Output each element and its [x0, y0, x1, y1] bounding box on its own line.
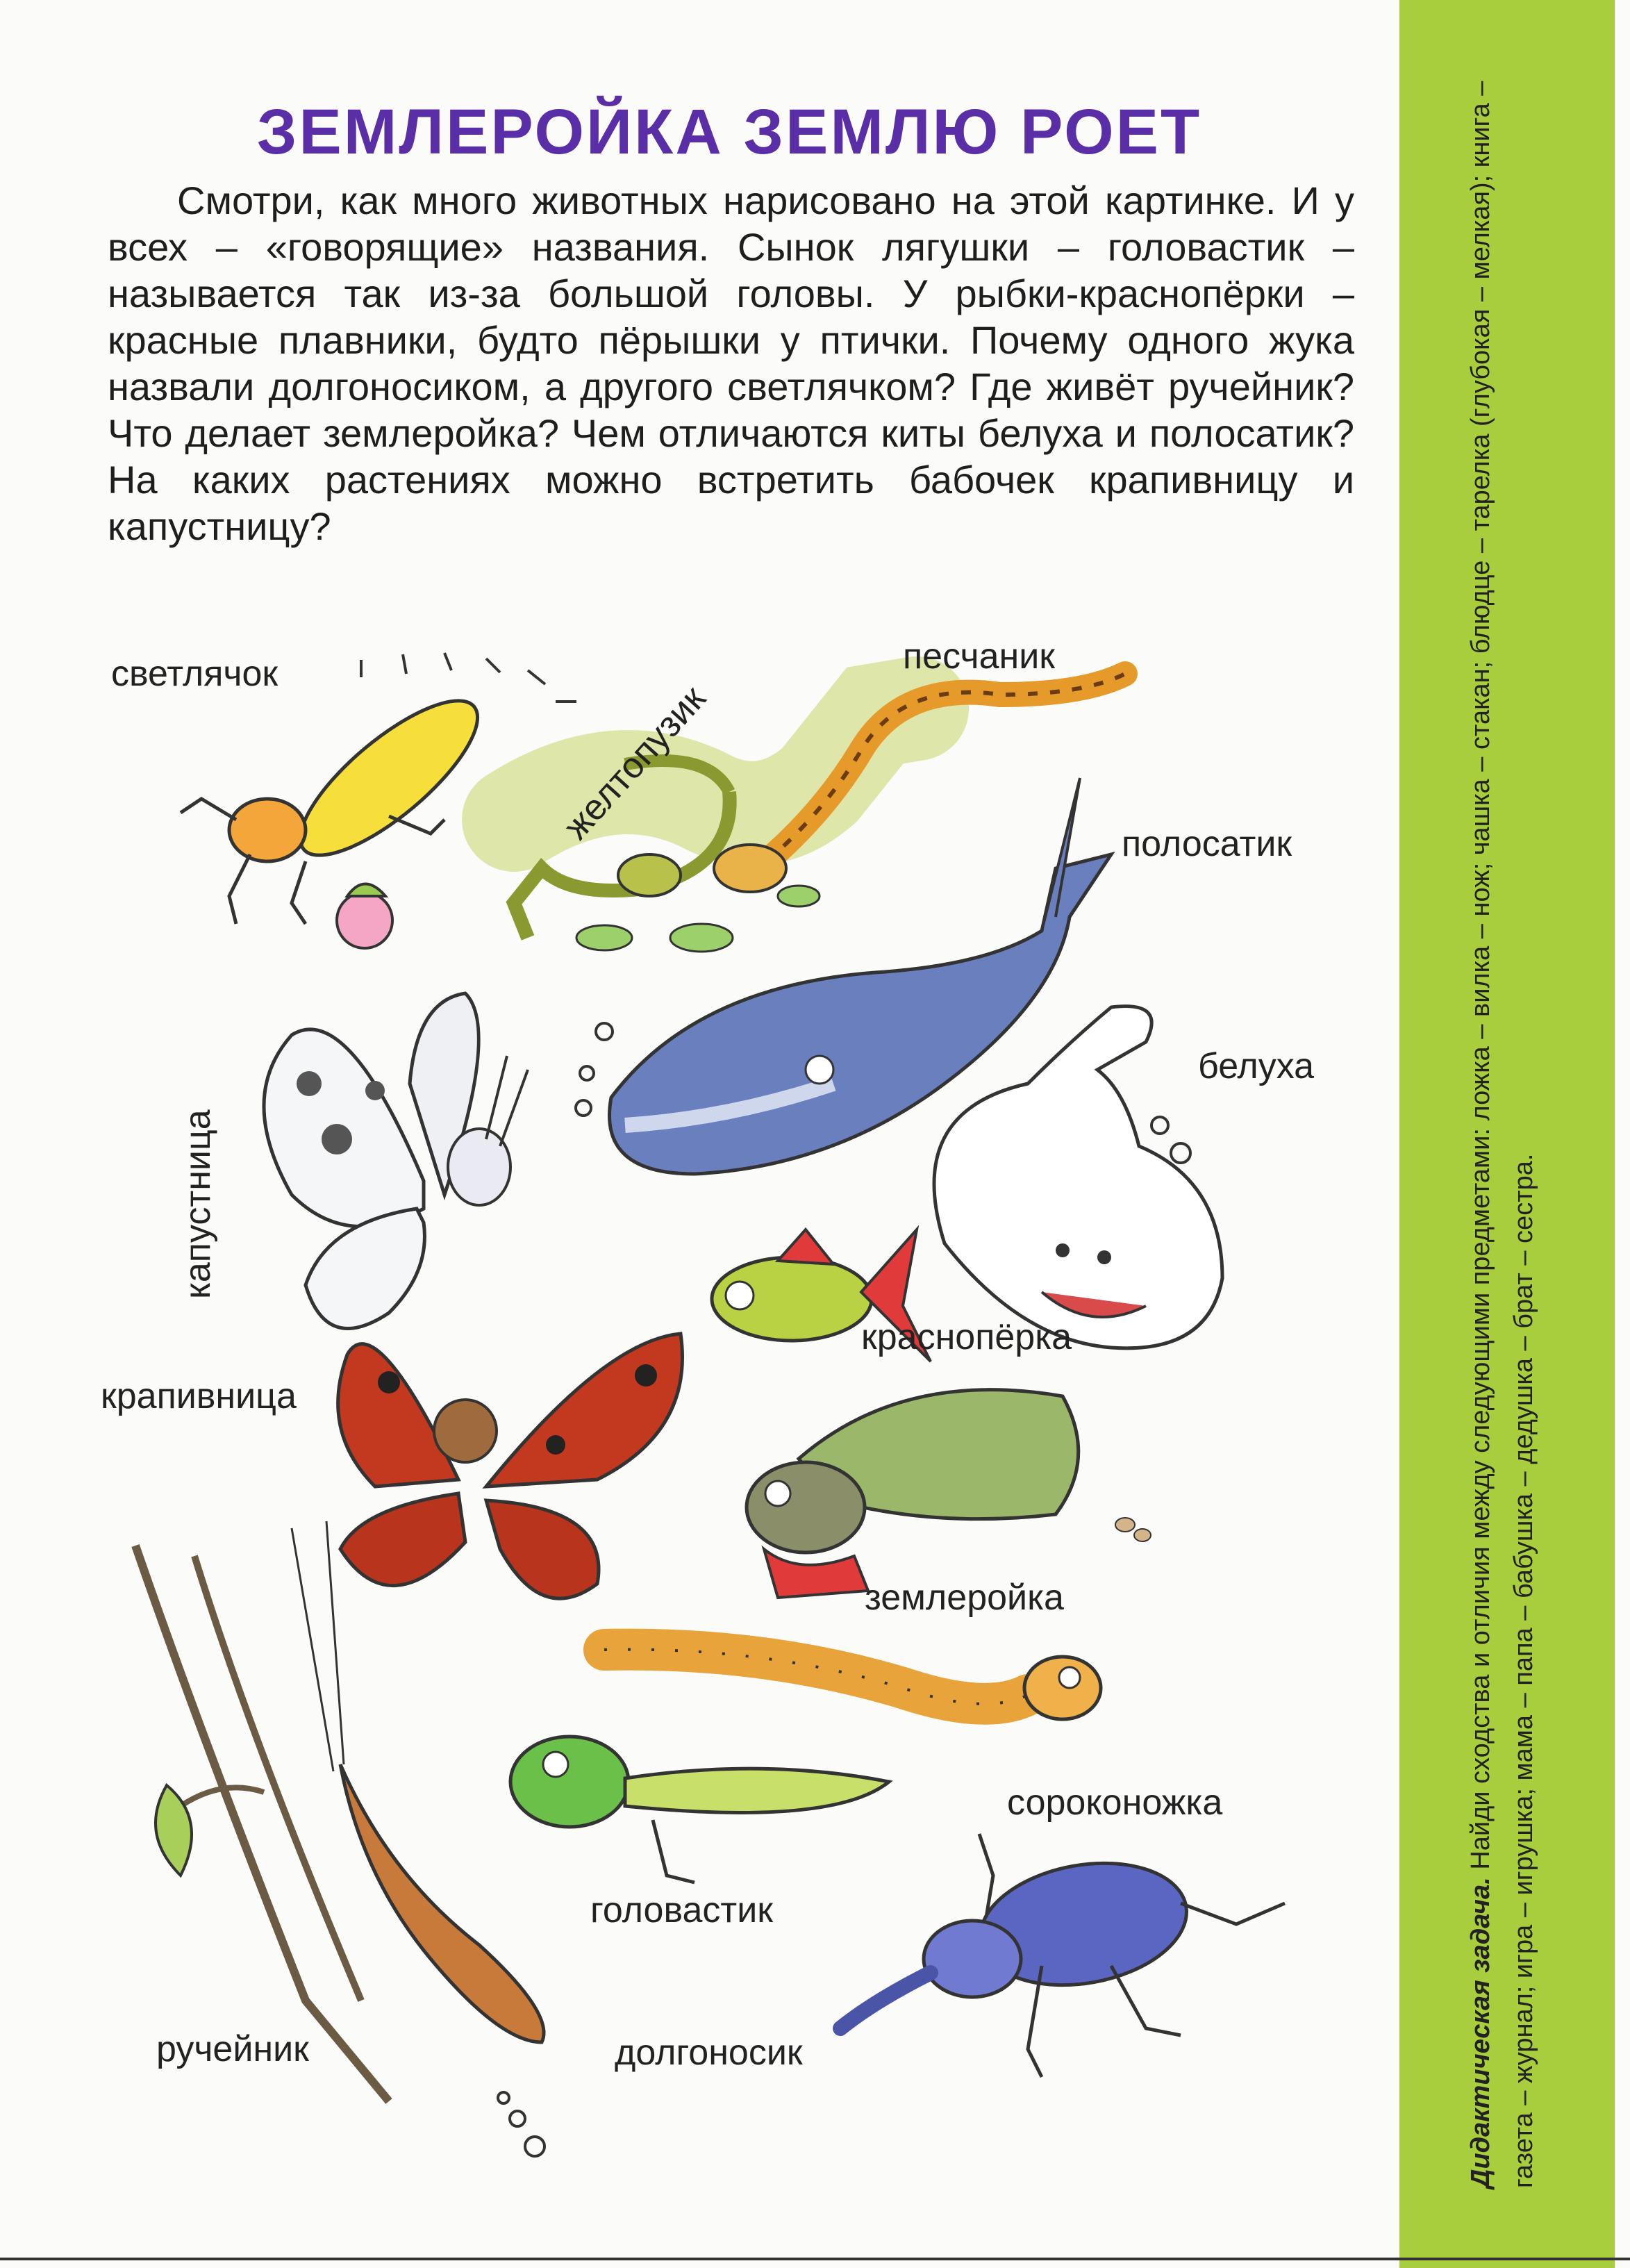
label-sand-snake: песчаник: [903, 636, 1056, 677]
cabbage-butterfly-illustration: [264, 993, 528, 1329]
label-cabbage-butterfly: капустница: [178, 1109, 218, 1299]
page-title: ЗЕМЛЕРОЙКА ЗЕМЛЮ РОЕТ: [256, 97, 1202, 167]
label-caddisfly: ручейник: [156, 2029, 309, 2069]
mole-cricket-illustration: [747, 1390, 1151, 1598]
tadpole-illustration: [510, 1737, 889, 1882]
label-fin-whale: полосатик: [1122, 824, 1292, 864]
label-firefly: светлячок: [111, 654, 278, 694]
weevil-illustration: [840, 1834, 1285, 2077]
caddisfly-illustration: [135, 1521, 544, 2101]
label-beluga: белуха: [1198, 1046, 1315, 1086]
label-tadpole: головастик: [590, 1890, 774, 1930]
intro-paragraph: Смотри, как много животных нарисовано на этой картинке. И у всех – «говорящие» названия. Сынок лягушки – головастик – называется так из-за большой головы. У рыбки-краснопёрки – красные плавники, будто пёрышки у птички. Почему одного жука назвали долгоносиком, а другого светлячком? Где живёт ручейник? Что делает землеройка? Чем отличаются киты белуха и полосатик? На каких растениях можно встретить бабочек крапивницу и капустницу?: [108, 179, 1354, 548]
label-nettle-butterfly: крапивница: [101, 1376, 297, 1416]
label-rudd: краснопёрка: [861, 1317, 1072, 1357]
label-centipede: сороконожка: [1007, 1782, 1223, 1823]
centipede-illustration: [604, 1650, 1101, 1719]
label-yellow-belly: желтопузик: [556, 678, 714, 847]
didactic-task-text: Найди сходства и отличия между следующими предметами: ложка – вилка – нож; чашка – стакан; блюдце – тарелка (глубокая – мелкая); книга – газета – журнал; игра – игрушка; мама – папа – бабушка – дедушка – брат – сестра.: [1466, 81, 1538, 2188]
label-mole-cricket: землеройка: [865, 1578, 1064, 1618]
didactic-task-title: Дидактическая задача.: [1466, 1877, 1495, 2188]
page-bottom-edge: [0, 2258, 1630, 2260]
didactic-task: [1459, 63, 1545, 2188]
label-weevil: долгоносик: [615, 2033, 803, 2073]
nettle-butterfly-illustration: [338, 1334, 683, 1598]
